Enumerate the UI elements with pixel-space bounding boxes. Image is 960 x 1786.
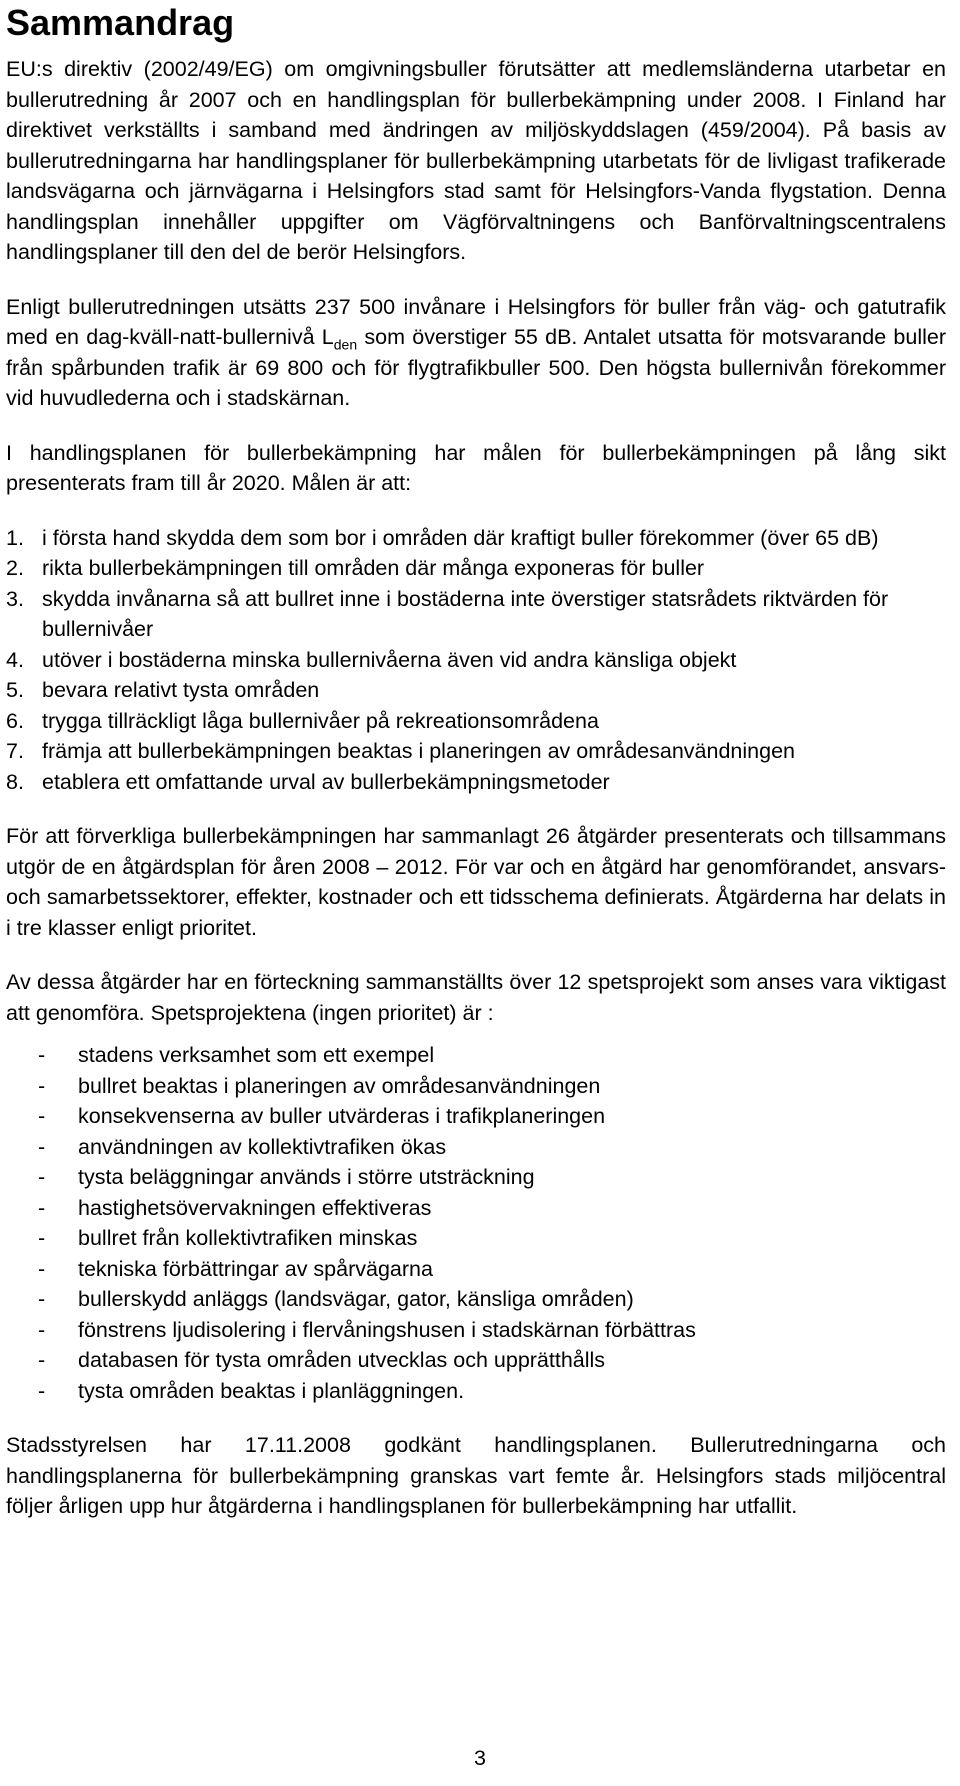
list-item [6,584,946,645]
list-item-text: hastighetsövervakningen effektiveras [78,1195,432,1220]
list-item [6,1284,946,1315]
list-item [6,706,946,737]
list-item [6,1162,946,1193]
list-item-text: etablera ett omfattande urval av bullerbekämpningsmetoder [42,769,610,794]
list-item-text: databasen för tysta områden utvecklas och upprätthålls [78,1348,606,1372]
list-item-text: bevara relativt tysta områden [42,678,320,702]
list-item-text: fönstrens ljudisolering i flervåningshusen i stadskärnan förbättras [78,1317,696,1342]
list-dash: - [38,1134,46,1159]
list-number: 6. [6,708,24,733]
list-item [6,1071,946,1102]
list-item [6,1315,946,1346]
list-item-text: bullret från kollektivtrafiken minskas [78,1226,418,1250]
list-item [6,1040,946,1071]
list-item-text: konsekvenserna av buller utvärderas i trafikplaneringen [78,1104,606,1128]
approval-paragraph: Stadsstyrelsen har 17.11.2008 godkänt handlingsplanen. Bullerutredningarna och handlingsplanerna för bullerbekämpning granskas vart femte år. Helsingfors stads miljöcentral följer årligen upp hur åtgärderna i handlingsplanen för bullerbekämpning har utfallit. [6,1433,946,1518]
list-number: 2. [6,556,24,580]
list-item [6,767,946,798]
list-item [6,1193,946,1224]
list-dash: - [38,1287,46,1311]
list-dash: - [38,1043,46,1067]
paragraph-text-start: Enligt bullerutredningen utsätts 237 500 invånare i Helsingfors för buller från väg- och gatutrafik med en dag-kväll-natt-bullernivå L [6,294,946,349]
list-dash: - [38,1226,46,1250]
document-page [6,0,946,1522]
list-item-text: trygga tillräckligt låga bullernivåer på rekreationsområdena [42,708,599,733]
list-dash: - [38,1104,46,1128]
list-item [6,1376,946,1407]
list-number: 1. [6,525,24,550]
key-projects-intro-paragraph: Av dessa åtgärder har en förteckning sammanställts över 12 spetsprojekt som anses vara viktigast att genomföra. Spetsprojektena (ingen prioritet) är : [6,970,946,1025]
page-number: 3 [474,1746,486,1770]
list-dash: - [38,1256,46,1281]
list-item [6,1345,946,1376]
list-item-text: tysta områden beaktas i planläggningen. [78,1378,465,1403]
list-dash: - [38,1348,46,1372]
intro-paragraph: EU:s direktiv (2002/49/EG) om omgivningsbuller förutsätter att medlemsländerna utarbetar en bullerutredning år 2007 och en handlingsplan för bullerbekämpning under 2008. I Finland har direktivet verkställts i samband med ändringen av miljöskyddslagen (459/2004). På basis av bullerutredningarna har handlingsplaner för bullerbekämpning utarbetats för de livligast trafikerade landsvägarna och järnvägarna i Helsingfors stad samt för Helsingfors-Vanda flygstation. Denna handlingsplan innehåller uppgifter om Vägförvaltningens och Banförvaltningscentralens handlingsplaner till den del de berör Helsingfors. [6,57,946,264]
list-number: 4. [6,647,24,672]
list-item-text: tekniska förbättringar av spårvägarna [78,1256,433,1281]
list-dash: - [38,1195,46,1220]
list-item [6,1132,946,1163]
paragraph-text-end: som överstiger 55 dB. Antalet utsatta för motsvarande buller från spårbunden trafik är 69 800 och för flygtrafikbuller 500. Den högsta bullernivån förekommer vid huvudlederna och i stadskärnan. [6,325,946,410]
list-dash: - [38,1165,46,1189]
list-item-text: bullerskydd anläggs (landsvägar, gator, känsliga områden) [78,1287,634,1311]
list-item-text: skydda invånarna så att bullret inne i bostäderna inte överstiger statsrådets riktvärden för bullernivåer [42,586,889,641]
list-dash: - [38,1073,46,1098]
list-item-text: i första hand skydda dem som bor i områden där kraftigt buller förekommer (över 65 dB) [42,525,879,550]
list-item [6,675,946,706]
list-number: 8. [6,769,24,794]
list-dash: - [38,1317,46,1342]
list-item-text: bullret beaktas i planeringen av områdesanvändningen [78,1073,601,1098]
list-item [6,523,946,554]
key-projects-list [6,1040,946,1406]
goals-list [6,523,946,798]
page-title: Sammandrag [6,2,235,43]
list-number: 5. [6,678,24,702]
list-item [6,1254,946,1285]
measures-paragraph: För att förverkliga bullerbekämpningen har sammanlagt 26 åtgärder presenterats och tillsammans utgör de en åtgärdsplan för åren 2008 – 2012. För var och en åtgärd har genomförandet, ansvars- och samarbetssektorer, effekter, kostnader och ett tidsschema definierats. Åtgärderna har delats in i tre klasser enligt prioritet. [6,824,946,940]
list-item-text: stadens verksamhet som ett exempel [78,1043,435,1067]
list-item-text: främja att bullerbekämpningen beaktas i planeringen av områdesanvändningen [42,739,795,763]
list-item-text: användningen av kollektivtrafiken ökas [78,1134,447,1159]
list-number: 7. [6,739,24,763]
list-item-text: rikta bullerbekämpningen till områden där många exponeras för buller [42,556,705,580]
list-item-text: utöver i bostäderna minska bullernivåerna även vid andra känsliga objekt [42,647,737,672]
lden-subscript: den [333,336,358,353]
list-item-text: tysta beläggningar används i större utsträckning [78,1165,535,1189]
list-item [6,553,946,584]
noise-exposure-paragraph [6,292,946,414]
list-item [6,736,946,767]
list-item [6,1223,946,1254]
list-dash: - [38,1378,46,1403]
list-item [6,1101,946,1132]
list-item [6,645,946,676]
goals-intro-paragraph: I handlingsplanen för bullerbekämpning har målen för bullerbekämpningen på lång sikt presenterats fram till år 2020. Målen är att: [6,440,946,495]
list-number: 3. [6,586,24,611]
